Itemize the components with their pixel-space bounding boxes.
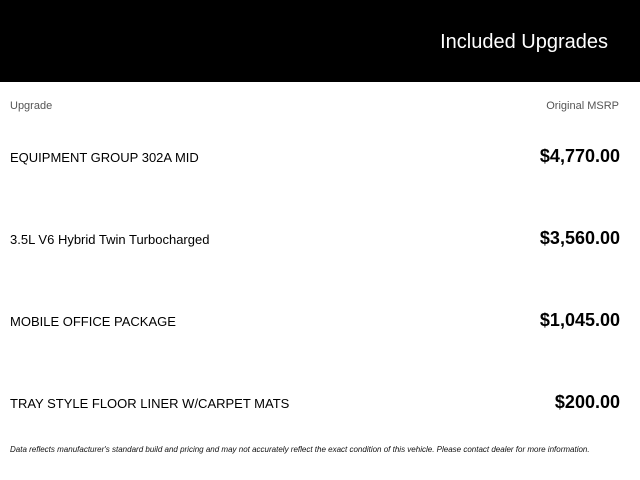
disclaimer-text: Data reflects manufacturer's standard build and pricing and may not accurately reflect the exact condition of this vehicle. Please contact dealer for more information. [10,445,590,454]
upgrade-name: EQUIPMENT GROUP 302A MID [10,150,199,165]
upgrade-name: TRAY STYLE FLOOR LINER W/CARPET MATS [10,396,290,411]
upgrade-price: $1,045.00 [539,310,620,330]
upgrade-price: $200.00 [554,392,620,412]
column-header-msrp: Original MSRP [546,100,619,112]
upgrade-row [10,145,620,169]
upgrade-name: MOBILE OFFICE PACKAGE [10,314,176,329]
upgrade-row [10,309,620,333]
upgrade-price: $3,560.00 [539,228,620,248]
page-title: Included Upgrades [440,31,608,53]
upgrade-row [10,227,620,251]
header-bar [0,0,640,82]
upgrade-row [10,391,620,415]
column-header-upgrade: Upgrade [10,100,53,112]
upgrade-price: $4,770.00 [539,146,620,166]
upgrade-name: 3.5L V6 Hybrid Twin Turbocharged [10,232,210,247]
